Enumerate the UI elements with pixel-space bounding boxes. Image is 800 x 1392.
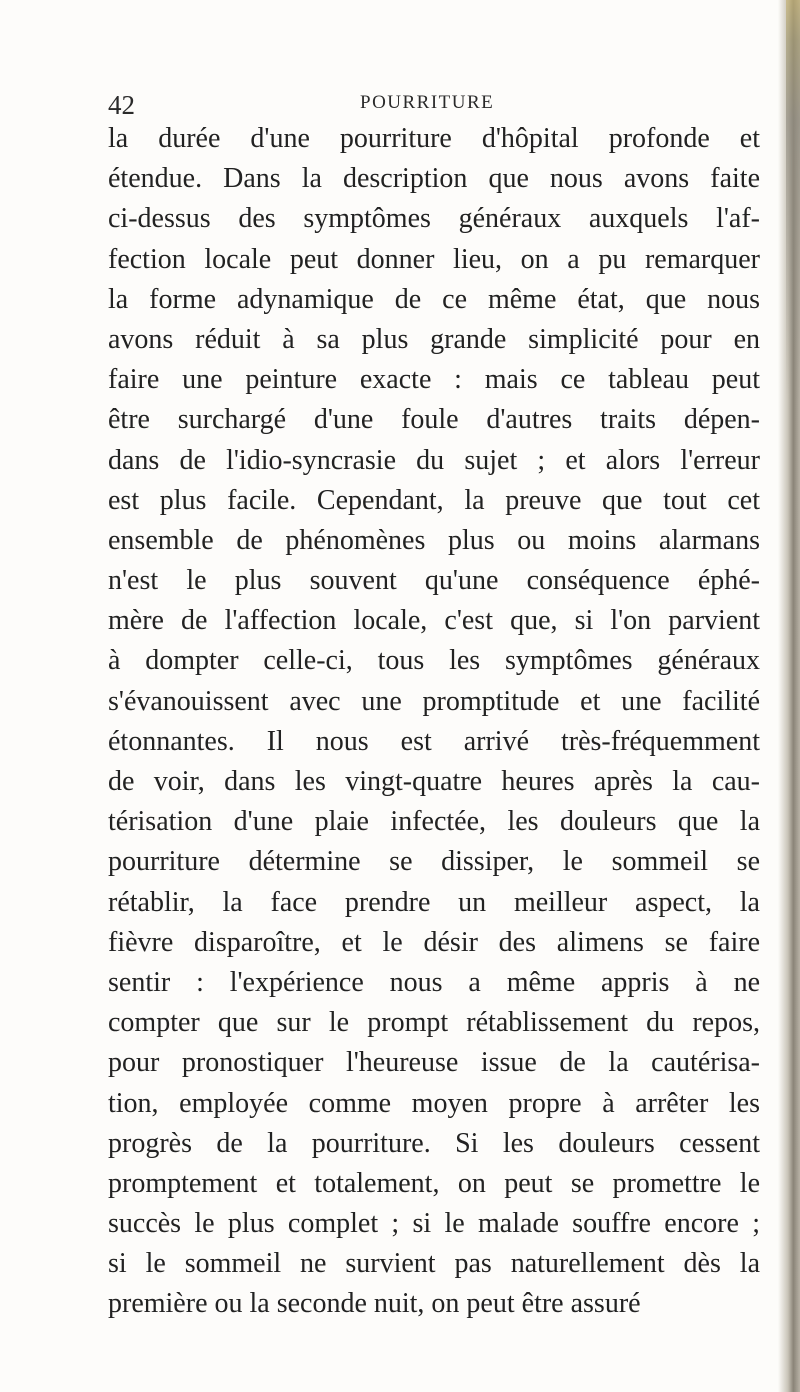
text-line: s'évanouissent avec une promptitude et une facilité — [108, 685, 760, 717]
text-line: succès le plus complet ; si le malade souffre encore ; — [108, 1208, 760, 1240]
running-head: POURRITURE — [360, 92, 495, 113]
text-line: étendue. Dans la description que nous avons faite — [108, 163, 760, 195]
text-line: fection locale peut donner lieu, on a pu remarquer — [108, 243, 760, 275]
page-number: 42 — [108, 90, 135, 120]
page-edge-stain — [786, 0, 800, 400]
text-line: étonnantes. Il nous est arrivé très-fréquemment — [108, 725, 760, 757]
text-line: est plus facile. Cependant, la preuve que tout cet — [108, 484, 760, 516]
text-line: térisation d'une plaie infectée, les douleurs que la — [108, 806, 760, 838]
text-line: ensemble de phénomènes plus ou moins alarmans — [108, 524, 760, 556]
text-line: mère de l'affection locale, c'est que, si l'on parvient — [108, 605, 760, 637]
text-line: à dompter celle-ci, tous les symptômes généraux — [108, 645, 760, 677]
text-line: pour pronostiquer l'heureuse issue de la cautérisa- — [108, 1047, 760, 1079]
text-line: pourriture détermine se dissiper, le sommeil se — [108, 846, 760, 878]
text-line: fièvre disparoître, et le désir des alimens se faire — [108, 926, 760, 958]
text-line: de voir, dans les vingt-quatre heures après la cau- — [108, 766, 760, 797]
text-line: promptement et totalement, on peut se promettre le — [108, 1167, 760, 1199]
text-line: rétablir, la face prendre un meilleur aspect, la — [108, 886, 760, 918]
text-line: faire une peinture exacte : mais ce tableau peut — [108, 364, 760, 396]
text-line: progrès de la pourriture. Si les douleurs cessent — [108, 1127, 760, 1159]
text-line: ci-dessus des symptômes généraux auxquels l'af- — [108, 203, 760, 235]
text-line: sentir : l'expérience nous a même appris à ne — [108, 966, 760, 998]
text-line: première ou la seconde nuit, on peut être assuré — [108, 1288, 641, 1320]
body-text — [108, 119, 760, 1325]
text-line: si le sommeil ne survient pas naturellement dès la — [108, 1248, 760, 1280]
text-line: tion, employée comme moyen propre à arrêter les — [108, 1087, 760, 1119]
text-line: être surchargé d'une foule d'autres traits dépen- — [108, 404, 760, 436]
text-line: compter que sur le prompt rétablissement du repos, — [108, 1007, 760, 1039]
text-line: avons réduit à sa plus grande simplicité pour en — [108, 323, 760, 355]
text-line: la durée d'une pourriture d'hôpital profonde et — [108, 123, 760, 154]
text-line: n'est le plus souvent qu'une conséquence éphé- — [108, 565, 760, 597]
page-header — [108, 84, 758, 120]
text-line: la forme adynamique de ce même état, que nous — [108, 283, 760, 315]
text-line: dans de l'idio-syncrasie du sujet ; et alors l'erreur — [108, 444, 760, 476]
